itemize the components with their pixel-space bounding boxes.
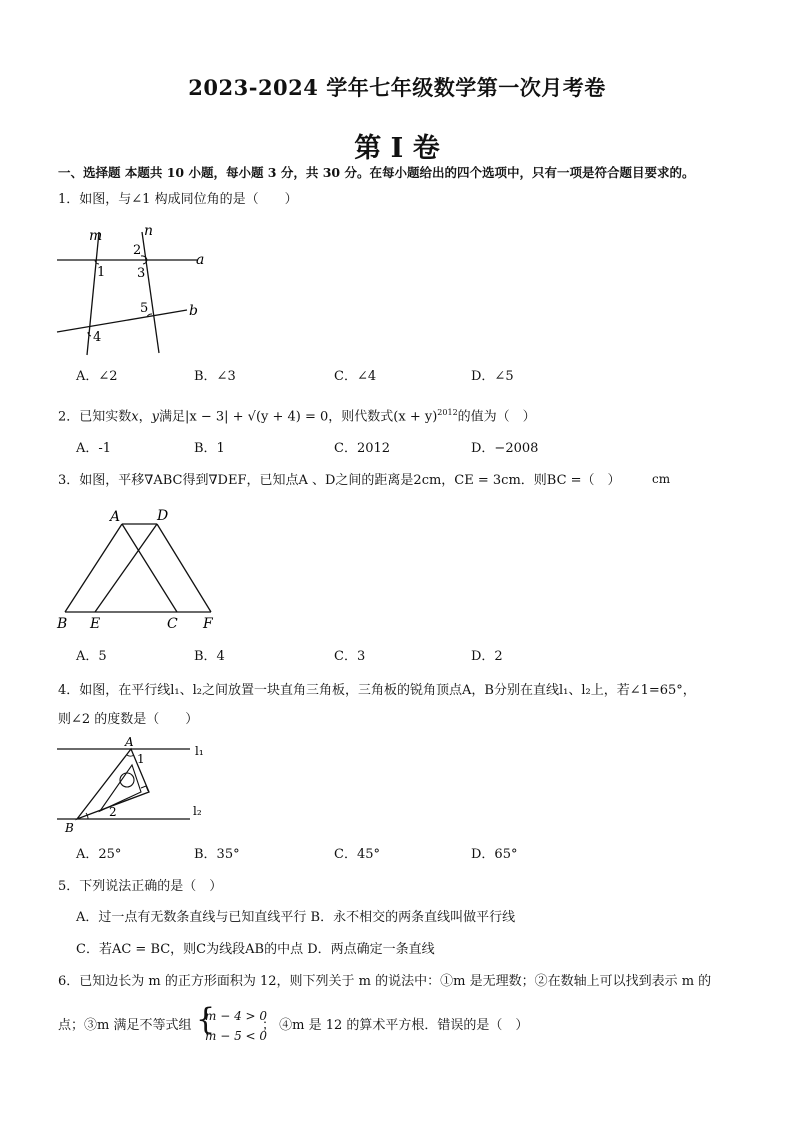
label-A: A xyxy=(110,509,121,525)
q2-option-d: D．−2008 xyxy=(471,441,539,456)
q5-options-line2: C．若AC = BC，则C为线段AB的中点 D．两点确定一条直线 xyxy=(76,942,435,957)
label-B: B xyxy=(57,616,68,632)
label-A: A xyxy=(125,735,134,749)
label-5: 5 xyxy=(140,301,149,316)
q2-var-y: y xyxy=(151,409,159,425)
label-F: F xyxy=(203,616,213,632)
q3-figure xyxy=(55,505,225,635)
q2-stem-a: 2．已知实数 xyxy=(58,409,132,425)
q2-option-b: B．1 xyxy=(194,441,225,456)
section-header: 一、选择题 本题共 10 小题，每小题 3 分，共 30 分。在每小题给出的四个选项中，只有一项是符合题目要求的。 xyxy=(58,165,695,180)
q2-option-a: A．-1 xyxy=(76,441,112,456)
label-D: D xyxy=(157,508,169,524)
q4-option-a: A．25° xyxy=(76,847,122,862)
label-n: n xyxy=(144,223,154,239)
q2-sep: ， xyxy=(138,409,152,425)
q2-exponent: 2012 xyxy=(437,408,458,417)
label-a: a xyxy=(196,252,205,268)
label-C: C xyxy=(167,616,178,632)
label-l1: l₁ xyxy=(195,744,204,758)
q2-stem-c: 的值为（ ） xyxy=(457,409,536,425)
q3-option-a: A．5 xyxy=(76,649,107,664)
q3-stem: 3．如图，平移∇ABC得到∇DEF，已知点A 、D之间的距离是2cm，CE = 3cm．则BC =（ ） xyxy=(58,473,621,488)
q2-var-x: x xyxy=(131,409,139,425)
q3-option-d: D．2 xyxy=(471,649,503,664)
label-2: 2 xyxy=(133,243,142,258)
label-2: 2 xyxy=(109,805,117,819)
segment-ab xyxy=(65,524,122,612)
label-l2: l₂ xyxy=(193,804,202,818)
q1-figure xyxy=(55,222,215,357)
label-4: 4 xyxy=(93,330,102,345)
label-1: 1 xyxy=(137,752,145,766)
q6-inequality-1: m − 4 > 0 xyxy=(205,1009,268,1023)
q3-unit: cm xyxy=(652,472,671,486)
q3-option-c: C．3 xyxy=(334,649,366,664)
volume-heading: 第 I 卷 xyxy=(354,133,440,164)
inequality-brace: { xyxy=(196,1002,216,1037)
q2-option-c: C．2012 xyxy=(334,441,391,456)
set-square-inner xyxy=(100,765,141,811)
label-b: b xyxy=(189,303,198,319)
q3-option-b: B．4 xyxy=(194,649,225,664)
q5-options-line1: A．过一点有无数条直线与已知直线平行 B．永不相交的两条直线叫做平行线 xyxy=(76,910,516,925)
q4-option-b: B．35° xyxy=(194,847,240,862)
q6-line2-a: 点；③m 满足不等式组 xyxy=(58,1018,192,1033)
label-1: 1 xyxy=(97,265,106,280)
q1-option-c: C．∠4 xyxy=(334,369,377,384)
q6-inequality-2: m − 5 < 0 xyxy=(205,1029,268,1043)
q5-stem: 5．下列说法正确的是（ ） xyxy=(58,879,223,894)
segment-de xyxy=(95,524,157,612)
q4-stem-line1: 4．如图，在平行线l₁、l₂之间放置一块直角三角板，三角板的锐角顶点A，B分别在直线l₁、l₂上，若∠1=65°， xyxy=(58,683,696,698)
q1-option-a: A．∠2 xyxy=(76,369,118,384)
q4-option-c: C．45° xyxy=(334,847,380,862)
q2-stem-b: 满足|x − 3| + √(y + 4) = 0，则代数式(x + y) xyxy=(159,409,438,425)
segment-df xyxy=(157,524,211,612)
label-B: B xyxy=(65,821,74,835)
exam-title: 2023-2024 学年七年级数学第一次月考卷 xyxy=(188,75,606,100)
q6-line1: 6．已知边长为 m 的正方形面积为 12，则下列关于 m 的说法中：①m 是无理数；②在数轴上可以找到表示 m 的 xyxy=(58,974,712,989)
angle-1-arc xyxy=(127,755,134,756)
line-n xyxy=(142,232,159,353)
segment-ac xyxy=(122,524,177,612)
q4-stem-line2: 则∠2 的度数是（ ） xyxy=(58,712,199,727)
label-3: 3 xyxy=(137,266,146,281)
q2-stem xyxy=(58,405,536,425)
line-b xyxy=(57,310,187,332)
q1-option-b: B．∠3 xyxy=(194,369,236,384)
label-m: m xyxy=(89,228,103,244)
q6-line2-b: ； ④m 是 12 的算术平方根．错误的是（ ） xyxy=(262,1018,529,1033)
q1-option-d: D．∠5 xyxy=(471,369,514,384)
label-E: E xyxy=(90,616,101,632)
q4-figure xyxy=(55,735,215,840)
q4-option-d: D．65° xyxy=(471,847,518,862)
q1-stem: 1．如图，与∠1 构成同位角的是（ ） xyxy=(58,192,298,207)
